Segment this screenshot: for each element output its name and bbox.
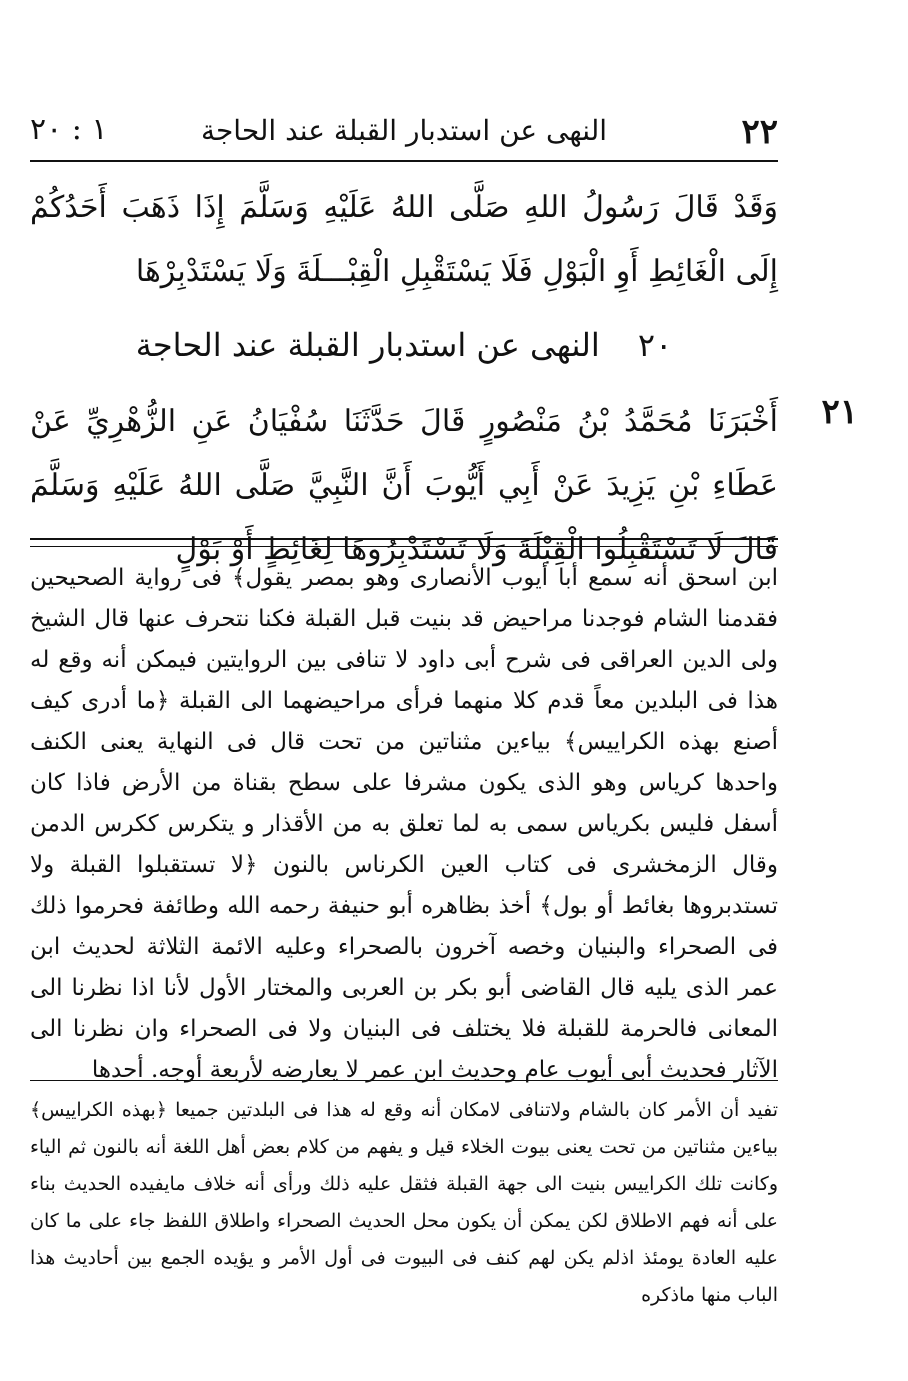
chapter-number: ٢٠ bbox=[637, 326, 673, 364]
intro-text: وَقَدْ قَالَ رَسُولُ اللهِ صَلَّى اللهُ عَلَيْهِ وَسَلَّمَ إِذَا ذَهَبَ أَحَدُكُمْ إِلَى الْغَائِطِ أَوِ الْبَوْلِ فَلَا يَسْتَقْبِلِ الْقِبْـــلَةَ وَلَا يَسْتَدْبِرْهَا bbox=[30, 190, 778, 289]
header-divider bbox=[30, 160, 778, 162]
footnote-text: تفيد أن الأمر كان بالشام ولاتنافى لامكان أنه وقع له هذا فى البلدتين جميعا ﴿بهذه الكراييس﴾ بياءين مثناتين من تحت يعنى بيوت الخلاء قيل و يفهم من كلام بعض أهل اللغة أنه بالنون ثم الياء وكانت تلك الكراييس بنيت الى جهة القبلة فثقل عليه ذلك ورأى أنه خلاف مايفيده الحديث بناء على أنه فهم الاطلاق لكن يمكن أن يكون محل الحديث الصحراء واطلاق اللفظ جاء على ما كان عليه العادة يومئذ اذلم يكن لهم كنف فى البيوت فى أول الأمر و يؤيده الجمع بين أحاديث هذا الباب منها ماذكره bbox=[30, 1099, 778, 1306]
footnote-divider bbox=[30, 1080, 778, 1081]
running-title: النهى عن استدبار القبلة عند الحاجة bbox=[200, 114, 608, 147]
commentary-text: ابن اسحق أنه سمع أبا أيوب الأنصارى وهو بمصر يقول﴾ فى رواية الصحيحين فقدمنا الشام فوجدنا مراحيض قد بنيت قبل القبلة فكنا نتحرف عنها قال الشيخ ولى الدين العراقى فى شرح أبى داود لا تنافى بين الروايتين فيمكن أنه وقع له هذا فى البلدين معاً قدم كلا منهما فرأى مراحيضهما الى القبلة ﴿ما أدرى كيف أصنع بهذه الكراييس﴾ بياءين مثناتين من تحت قال فى النهاية يعنى الكنف واحدها كرياس وهو الذى يكون مشرفا على سطح بقناة من الأرض فاذا كان أسفل فليس بكرياس سمى به لما تعلق به من الأقذار و يتكرس ككرس الدمن وقال الزمخشرى فى كتاب العين الكرناس بالنون ﴿لا تستقبلوا القبلة ولا تستدبروها بغائط أو بول﴾ أخذ بظاهره أبو حنيفة رحمه الله وطائفة فحرموا ذلك فى الصحراء والبنيان وخصه آخرون بالصحراء وعليه الائمة الثلاثة لحديث ابن عمر الذى يليه قال القاضى أبو بكر بن العربى والمختار الأول لأنا اذا نظرنا الى المعانى فالحرمة للقبلة فلا يختلف فى البنيان ولا فى الصحراء وان نظرنا الى الآثار فحديث أبى أيوب عام وحديث ابن عمر لا يعارضه لأربعة أوجه. أحدها bbox=[30, 565, 778, 1083]
chapter-title: النهى عن استدبار القبلة عند الحاجة bbox=[135, 326, 600, 364]
hadith-number: ٢١ bbox=[821, 392, 858, 432]
text-commentary-divider bbox=[30, 538, 778, 547]
chapter-reference: ١ : ٢٠ bbox=[30, 112, 108, 147]
page-number: ٢٢ bbox=[741, 112, 778, 152]
hadith-text: أَخْبَرَنَا مُحَمَّدُ بْنُ مَنْصُورٍ قَالَ حَدَّثَنَا سُفْيَانُ عَنِ الزُّهْرِيِّ عَنْ عَطَاءِ بْنِ يَزِيدَ عَنْ أَبِي أَيُّوبَ أَنَّ النَّبِيَّ صَلَّى اللهُ عَلَيْهِ وَسَلَّمَ قَالَ لَا تَسْتَقْبِلُوا الْقِبْلَةَ وَلَا تَسْتَدْبِرُوهَا لِغَائِطٍ أَوْ بَوْلٍ bbox=[30, 404, 778, 567]
chapter-heading bbox=[30, 326, 778, 364]
running-header bbox=[30, 112, 778, 158]
